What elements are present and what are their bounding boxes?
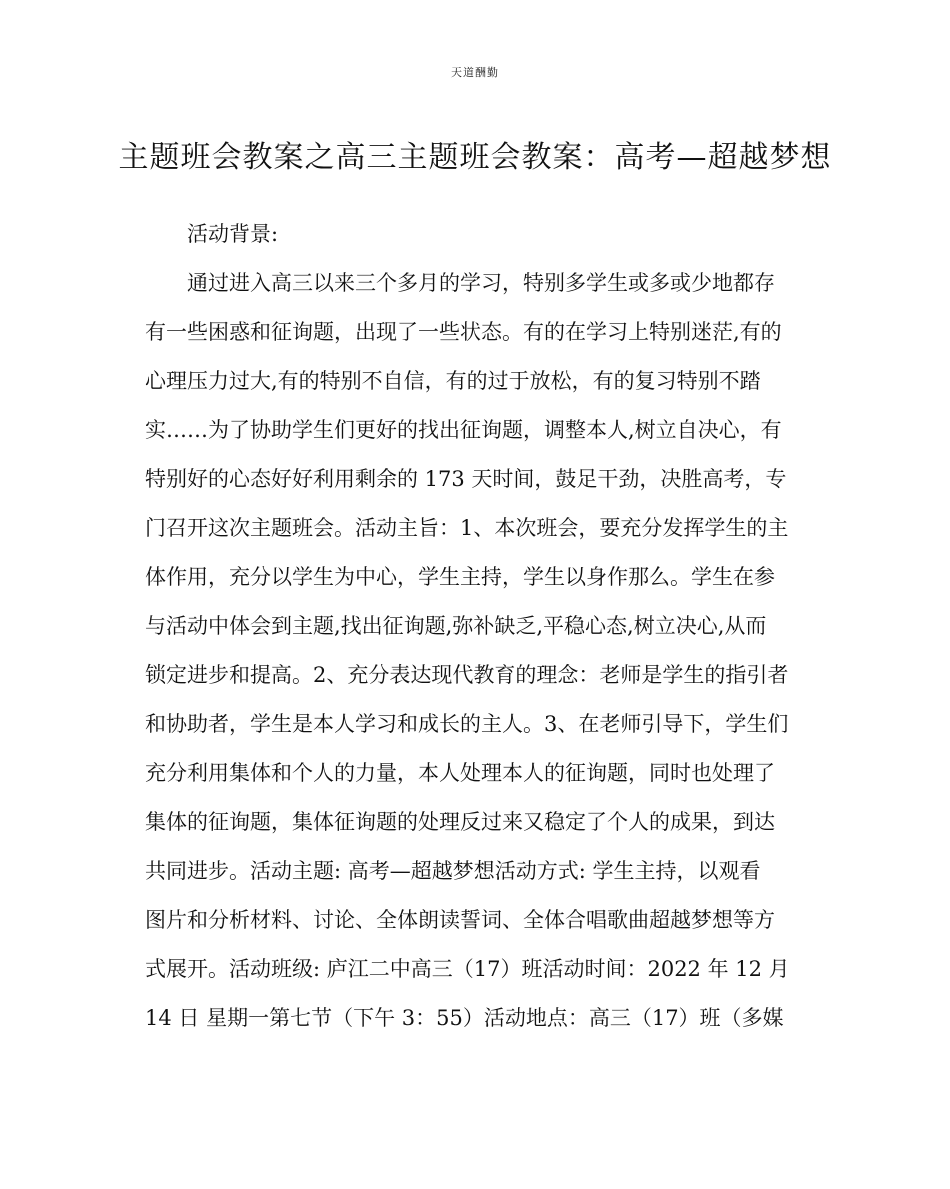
- text-line: 和协助者，学生是本人学习和成长的主人。3、在老师引导下，学生们: [145, 712, 789, 736]
- text-line: 图片和分析材料、讨论、全体朗读誓词、全体合唱歌曲超越梦想等方: [145, 908, 775, 932]
- text-line: 门召开这次主题班会。活动主旨：1、本次班会，要充分发挥学生的主: [145, 516, 789, 540]
- document-title: 主题班会教案之高三主题班会教案：高考—超越梦想: [118, 140, 832, 175]
- text-line: 与活动中体会到主题,找出征询题,弥补缺乏,平稳心态,树立决心,从而: [145, 614, 767, 638]
- document-body: [145, 210, 815, 1043]
- text-line: 共同进步。活动主题: 高考—超越梦想活动方式: 学生主持，以观看: [145, 859, 761, 883]
- text-line: 有一些困惑和征询题，出现了一些状态。有的在学习上特别迷茫,有的: [145, 320, 782, 344]
- text-line: 通过进入高三以来三个多月的学习，特别多学生或多或少地都存: [187, 271, 775, 295]
- text-line: 集体的征询题，集体征询题的处理反过来又稳定了个人的成果，到达: [145, 810, 775, 834]
- text-line: 锁定进步和提高。2、充分表达现代教育的理念：老师是学生的指引者: [145, 663, 789, 687]
- text-line: 充分利用集体和个人的力量，本人处理本人的征询题，同时也处理了: [145, 761, 775, 785]
- page-header: 天道酬勤: [451, 66, 499, 79]
- text-line: 体作用，充分以学生为中心，学生主持，学生以身作那么。学生在参: [145, 565, 775, 589]
- text-line: 特别好的心态好好利用剩余的 173 天时间，鼓足干劲，决胜高考，专: [145, 467, 787, 491]
- text-line: 实……为了协助学生们更好的找出征询题，调整本人,树立自决心，有: [145, 418, 782, 442]
- body-paragraph: [145, 259, 815, 1043]
- section-heading: 活动背景:: [187, 222, 279, 246]
- text-line: 心理压力过大,有的特别不自信，有的过于放松，有的复习特别不踏: [145, 369, 761, 393]
- text-line: 14 日 星期一第七节（下午 3：55）活动地点：高三（17）班（多媒: [145, 1006, 784, 1030]
- text-line: 式展开。活动班级: 庐江二中高三（17）班活动时间：2022 年 12 月: [145, 957, 790, 981]
